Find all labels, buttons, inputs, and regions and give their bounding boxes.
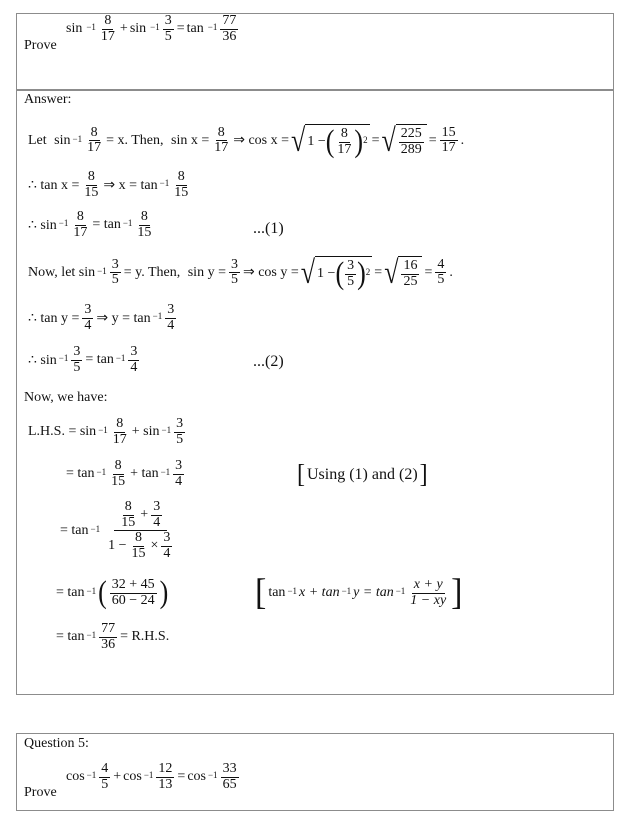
formula-note: [ tan −1 x + tan −1 y = tan −1 $\frac{x + y}{1 - xy}$ ] bbox=[255, 572, 463, 613]
answer-line-4: Now, let sin −1 $\frac{3}{5}$ = y. Then, sin y = $\frac{3}{5}$ ⇒ cos y = √ 1 − ( $\frac{3}{5}$ ) 2 = √ $\frac{16}{25}$ = $\frac{4}{5}$ . bbox=[28, 253, 453, 291]
answer-line-1: Let sin −1 $\frac{8}{17}$ = x. Then, sin x = $\frac{8}{17}$ ⇒ cos x = √ 1 − ( $\frac{8}{17}$ ) 2 = √ $\frac{225}{289}$ = $\frac{15}{17}$ . bbox=[28, 121, 465, 159]
step-5-line: = tan −1 $\frac{77}{36}$ = R.H.S. bbox=[56, 621, 170, 652]
step-3-line: = tan −1 $\frac{8}{15}$ + $\frac{3}{4}$ 1 − $\frac{8}{15}$ × $\frac{3}{4}$ bbox=[60, 499, 171, 562]
question-5-statement: cos −1 $\frac{4}{5}$ + cos −1 $\frac{12}{13}$ = cos −1 $\frac{33}{65}$ bbox=[66, 761, 237, 792]
answer-line-5: ∴ tan y = $\frac{3}{4}$ ⇒ y = tan −1 $\frac{3}{4}$ bbox=[28, 302, 175, 333]
equation-ref-2: ...(2) bbox=[253, 353, 284, 370]
answer-line-6: ∴ sin −1 $\frac{3}{5}$ = tan −1 $\frac{3}{4}$ bbox=[28, 344, 138, 375]
equation-ref-1: ...(1) bbox=[253, 220, 284, 237]
answer-label: Answer: bbox=[24, 92, 72, 107]
now-we-have-text: Now, we have: bbox=[24, 390, 108, 405]
answer-line-3: ∴ sin −1 $\frac{8}{17}$ = tan −1 $\frac{8}{15}$ bbox=[28, 209, 152, 240]
prove-label: Prove bbox=[24, 38, 57, 53]
question-5-label: Question 5: bbox=[24, 736, 89, 751]
question-5-prove-label: Prove bbox=[24, 785, 57, 800]
question-statement: sin −1 $\frac{8}{17}$ + sin −1 $\frac{3}{5}$ = tan −1 $\frac{77}{36}$ bbox=[66, 13, 237, 44]
answer-line-2: ∴ tan x = $\frac{8}{15}$ ⇒ x = tan −1 $\frac{8}{15}$ bbox=[28, 169, 189, 200]
lhs-line: L.H.S. = sin −1 $\frac{8}{17}$ + sin −1 $\frac{3}{5}$ bbox=[28, 416, 184, 447]
step-2-line: = tan −1 $\frac{8}{15}$ + tan −1 $\frac{3}{4}$ bbox=[66, 458, 183, 489]
step-4-line: = tan −1 ( $\frac{32 + 45}{60 - 24}$ ) bbox=[56, 575, 169, 610]
using-note: [ Using (1) and (2) ] bbox=[297, 460, 428, 490]
